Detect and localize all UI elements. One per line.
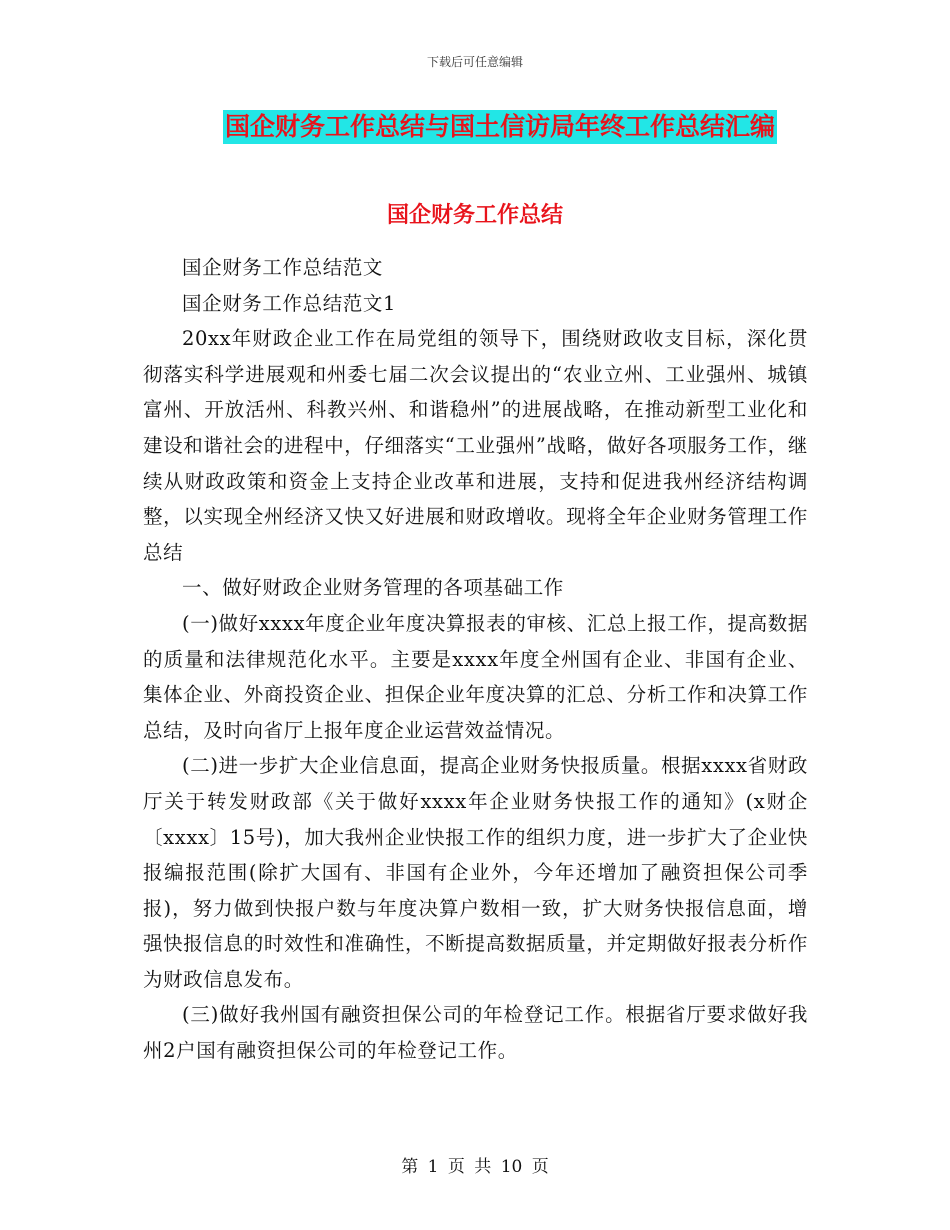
paragraph: 一、做好财政企业财务管理的各项基础工作 [182, 576, 564, 600]
main-title-wrap [0, 110, 950, 144]
header-note: 下载后可任意编辑 [426, 55, 523, 69]
paragraph: 20xx年财政企业工作在局党组的领导下，围绕财政收支目标，深化贯彻落实科学进展观和州委七届二次会议提出的“农业立州、工业强州、城镇富州、开放活州、科教兴州、和谐稳州”的进展战略，在推动新型工业化和建设和谐社会的进程中，仔细落实“工业强州”战略，做好各项服务工作，继续从财政政策和资金上支持企业改革和进展，支持和促进我州经济结构调整，以实现全州经济又快又好进展和财政增收。现将全年企业财务管理工作总结 [143, 327, 808, 564]
document-body [143, 250, 808, 1069]
paragraph: (二)进一步扩大企业信息面，提高企业财务快报质量。根据xxxx省财政厅关于转发财政部《关于做好xxxx年企业财务快报工作的通知》(x财企〔xxxx〕15号)，加大我州企业快报工作的组织力度，进一步扩大了企业快报编报范围(除扩大国有、非国有企业外，今年还增加了融资担保公司季报)，努力做到快报户数与年度决算户数相一致，扩大财务快报信息面，增强快报信息的时效性和准确性，不断提高数据质量，并定期做好报表分析作为财政信息发布。 [143, 754, 808, 991]
paragraph: 国企财务工作总结范文 [182, 256, 384, 279]
section-title: 国企财务工作总结 [386, 203, 563, 228]
paragraph: (一)做好xxxx年度企业年度决算报表的审核、汇总上报工作，提高数据的质量和法律规范化水平。主要是xxxx年度全州国有企业、非国有企业、集体企业、外商投资企业、担保企业年度决算的汇总、分析工作和决算工作总结，及时向省厅上报年度企业运营效益情况。 [143, 611, 808, 742]
paragraph: 国企财务工作总结范文1 [182, 291, 397, 315]
main-title: 国企财务工作总结与国土信访局年终工作总结汇编 [223, 110, 777, 144]
page-number-footer: 第 1 页 共 10 页 [401, 1157, 549, 1177]
paragraph: (三)做好我州国有融资担保公司的年检登记工作。根据省厅要求做好我州2户国有融资担保公司的年检登记工作。 [143, 1003, 808, 1063]
